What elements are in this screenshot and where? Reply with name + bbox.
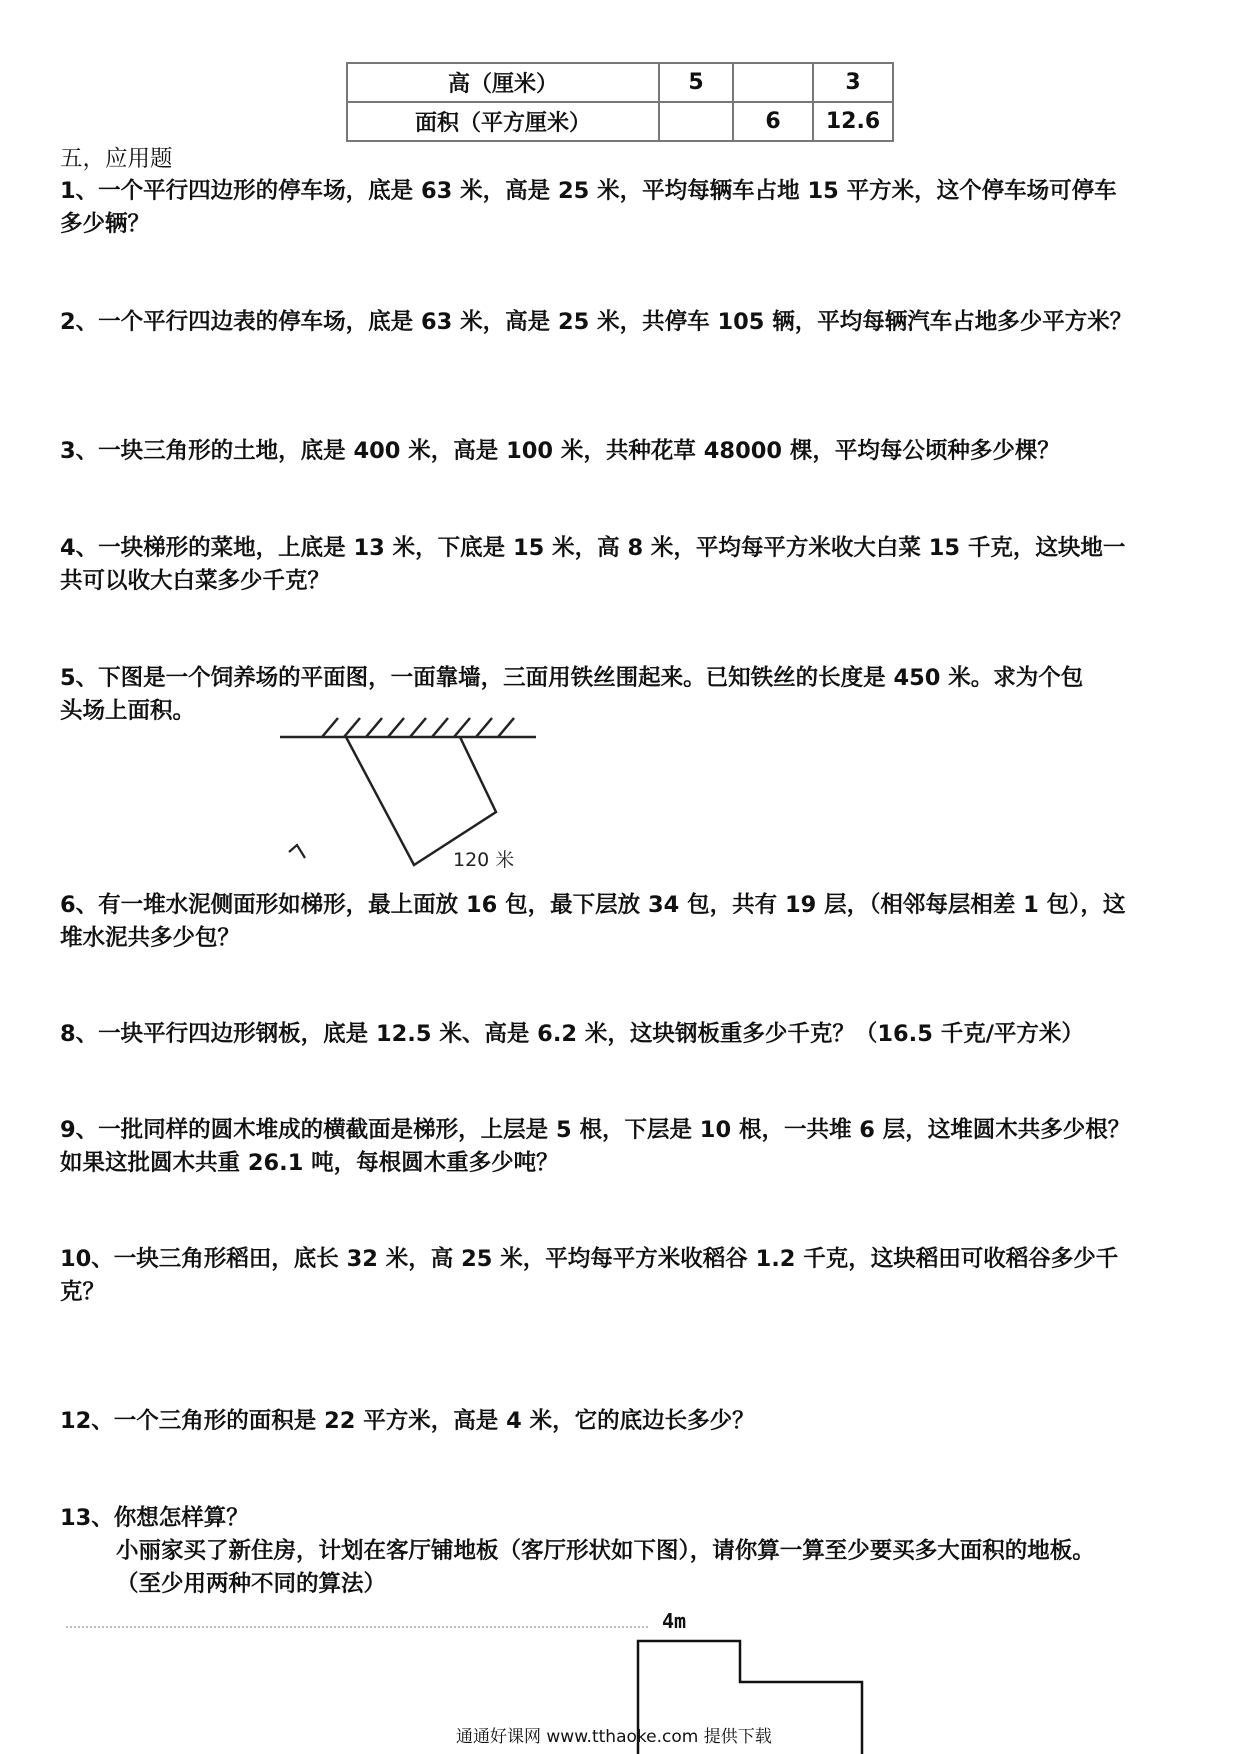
question-6-line-1: 6、有一堆水泥侧面形如梯形，最上面放 16 包，最下层放 34 包，共有 19 层，（相邻每层相差 1 包），这 <box>60 892 1126 918</box>
question-10-line-1: 10、一块三角形稻田，底长 32 米，高 25 米，平均每平方米收稻谷 1.2 千克，这块稻田可收稻谷多少千 <box>60 1246 1119 1272</box>
question-4-line-1: 4、一块梯形的菜地，上底是 13 米，下底是 15 米，高 8 米，平均每平方米收大白菜 15 千克，这块地一 <box>60 535 1126 561</box>
question-2-line-1: 2、一个平行四边表的停车场，底是 63 米，高是 25 米，共停车 105 辆，平均每辆汽车占地多少平方米？ <box>60 309 1133 335</box>
question-1-line-1: 1、一个平行四边形的停车场，底是 63 米，高是 25 米，平均每辆车占地 15 平方米，这个停车场可停车 <box>60 178 1117 204</box>
table-cell: 3 <box>813 63 893 102</box>
question-9-line-1: 9、一批同样的圆木堆成的横截面是梯形，上层是 5 根，下层是 10 根，一共堆 6 层，这堆圆木共多少根？ <box>60 1117 1131 1143</box>
section-title: 五，应用题 <box>60 146 173 172</box>
question-12-line-1: 12、一个三角形的面积是 22 平方米，高是 4 米，它的底边长多少？ <box>60 1408 755 1434</box>
question-6-line-2: 堆水泥共多少包？ <box>60 925 241 951</box>
question-10-line-2: 克？ <box>60 1279 106 1305</box>
question-5-line-1: 5、下图是一个饲养场的平面图，一面靠墙，三面用铁丝围起来。已知铁丝的长度是 450 米。求为个包 <box>60 665 1084 691</box>
table-cell: 6 <box>733 102 813 141</box>
table-cell: 面积（平方厘米） <box>347 102 659 141</box>
footer-source: 通通好课网 www.tthaoke.com 提供下载 <box>456 1727 772 1747</box>
table-cell: 12.6 <box>813 102 893 141</box>
question-4-line-2: 共可以收大白菜多少千克？ <box>60 568 331 594</box>
question-13-line-3: （至少用两种不同的算法） <box>116 1571 387 1597</box>
table-cell: 5 <box>659 63 733 102</box>
question-3-line-1: 3、一块三角形的土地，底是 400 米，高是 100 米，共种花草 48000 棵，平均每公顷种多少棵？ <box>60 438 1060 464</box>
side-length-label: 120 米 <box>453 849 515 871</box>
table-cell: 高（厘米） <box>347 63 659 102</box>
question-1-line-2: 多少辆？ <box>60 211 151 237</box>
question-13-line-1: 13、你想怎样算？ <box>60 1505 249 1531</box>
question-5-line-2: 头场上面积。 <box>60 698 196 724</box>
question-13-line-2: 小丽家买了新住房，计划在客厅铺地板（客厅形状如下图），请你算一算至少要买多大面积的地板。 <box>116 1538 1095 1564</box>
top-width-label: 4m <box>662 1609 687 1633</box>
question-8-line-1: 8、一块平行四边形钢板，底是 12.5 米、高是 6.2 米，这块钢板重多少千克？（16.5 千克/平方米） <box>60 1021 1084 1047</box>
question-9-line-2: 如果这批圆木共重 26.1 吨，每根圆木重多少吨？ <box>60 1150 559 1176</box>
